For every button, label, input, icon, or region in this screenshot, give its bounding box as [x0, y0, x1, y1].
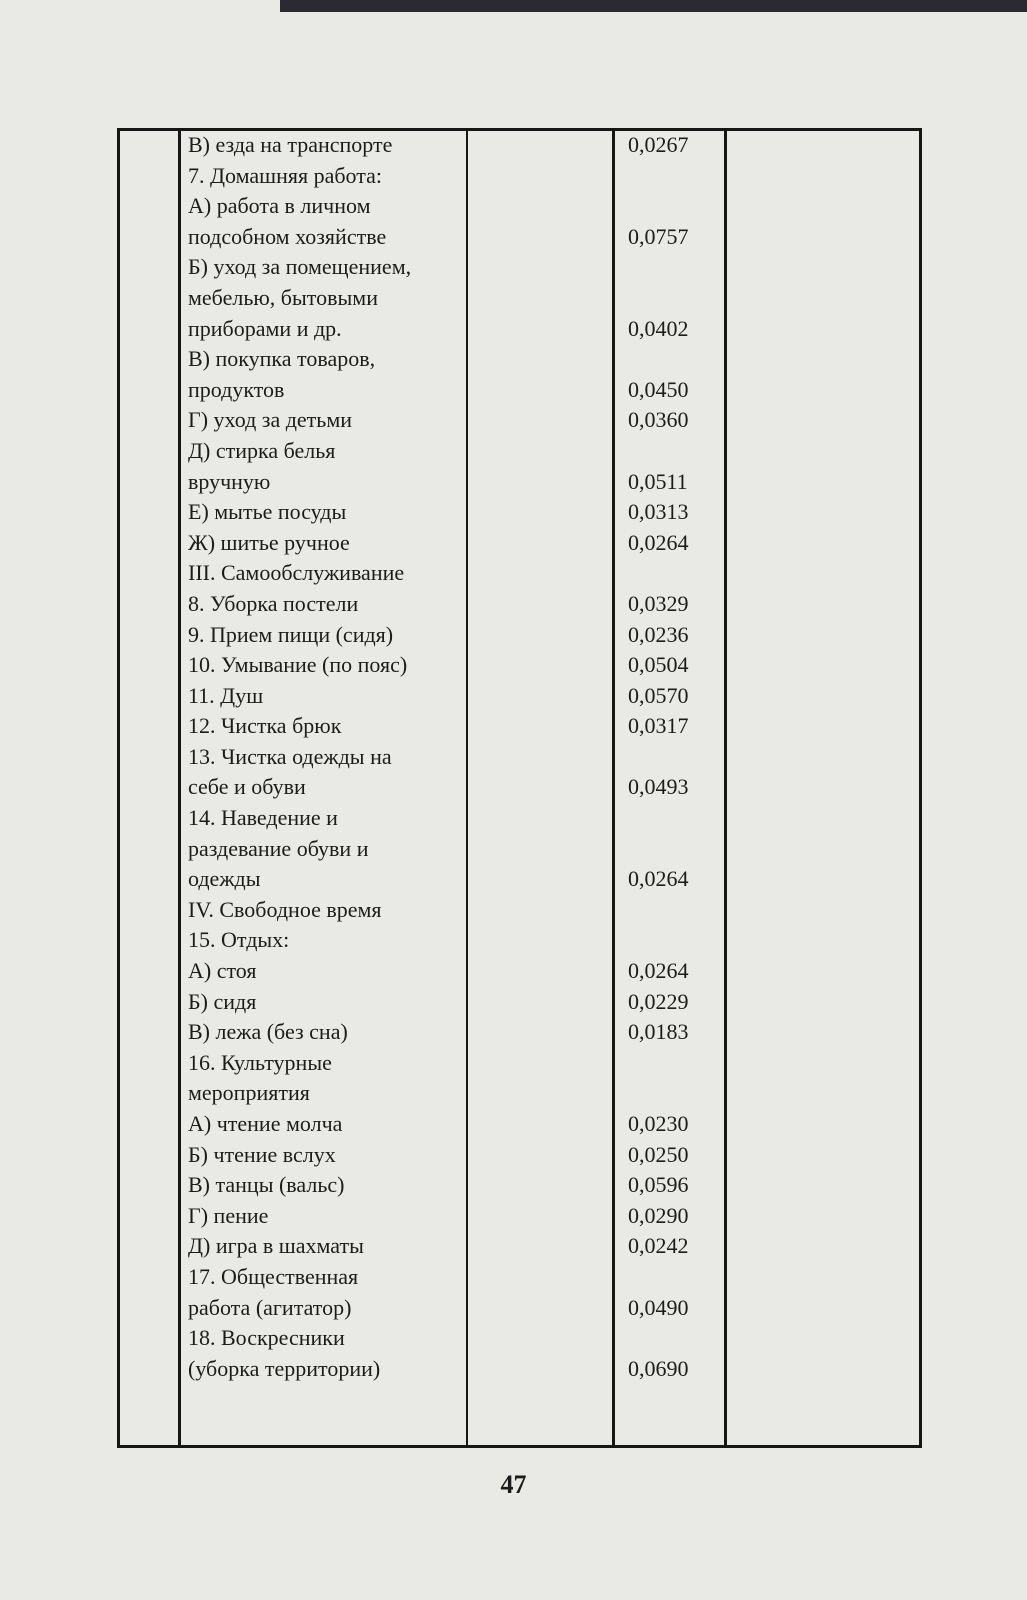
- table-row: [188, 925, 708, 956]
- table-row: [188, 130, 708, 161]
- table-row: [188, 803, 708, 834]
- row-value: 0,0267: [628, 132, 689, 157]
- row-label: себе и обуви: [188, 774, 306, 800]
- table-row: [188, 711, 708, 742]
- table-row: [188, 161, 708, 192]
- table-row: [188, 436, 708, 467]
- row-value: 0,0317: [628, 713, 689, 739]
- table-column-divider-1: [178, 128, 181, 1448]
- row-value: 0,0402: [628, 315, 689, 341]
- row-label: 16. Культурные: [188, 1049, 332, 1075]
- table-row: [188, 1262, 708, 1293]
- row-label: работа (агитатор): [188, 1294, 352, 1320]
- row-label: IV. Свободное время: [188, 896, 382, 922]
- row-value: 0,0264: [628, 529, 689, 555]
- table-row: [188, 375, 708, 406]
- row-label: 15. Отдых:: [188, 927, 290, 953]
- row-label: 14. Наведение и: [188, 805, 338, 831]
- row-label: Б) чтение вслух: [188, 1141, 336, 1167]
- table-row: [188, 589, 708, 620]
- table-row: [188, 558, 708, 589]
- row-label: приборами и др.: [188, 315, 342, 341]
- table-row: [188, 1017, 708, 1048]
- table-row: [188, 895, 708, 926]
- table-row: [188, 1048, 708, 1079]
- row-value: 0,0313: [628, 499, 689, 525]
- row-label: Б) уход за помещением,: [188, 254, 412, 280]
- row-label: 10. Умывание (по пояс): [188, 652, 408, 678]
- table-row: [188, 1201, 708, 1232]
- row-label: В) покупка товаров,: [188, 346, 376, 372]
- row-value: 0,0290: [628, 1202, 689, 1228]
- table-row: [188, 1140, 708, 1171]
- page-number: 47: [500, 1470, 527, 1499]
- table-row: [188, 742, 708, 773]
- row-label: Д) игра в шахматы: [188, 1233, 364, 1259]
- row-value: 0,0242: [628, 1233, 689, 1259]
- table-row: [188, 1354, 708, 1385]
- row-label: (уборка территории): [188, 1355, 381, 1381]
- table-row: [188, 864, 708, 895]
- row-value: 0,0230: [628, 1111, 689, 1136]
- row-label: раздевание обуви и: [188, 835, 369, 861]
- row-label: 12. Чистка брюк: [188, 713, 342, 739]
- table-row: [188, 405, 708, 436]
- row-value: 0,0511: [628, 468, 688, 494]
- table-row: [188, 1109, 708, 1140]
- table-row: [188, 222, 708, 253]
- row-label: мебелью, бытовыми: [188, 284, 378, 310]
- row-value: 0,0264: [628, 958, 689, 984]
- table-row: [188, 283, 708, 314]
- row-label: 17. Общественная: [188, 1263, 359, 1289]
- row-label: А) стоя: [188, 958, 257, 984]
- table-row: [188, 1231, 708, 1262]
- row-value: 0,0236: [628, 621, 689, 647]
- table-row: [188, 467, 708, 498]
- table-row: [188, 528, 708, 559]
- row-value: 0,0504: [628, 652, 689, 678]
- row-value: 0,0596: [628, 1172, 689, 1198]
- row-label: 8. Уборка постели: [188, 590, 359, 616]
- row-value: 0,0570: [628, 682, 689, 708]
- row-label: мероприятия: [188, 1080, 310, 1106]
- table-row: [188, 344, 708, 375]
- row-label: В) лежа (без сна): [188, 1019, 348, 1045]
- row-label: подсобном хозяйстве: [188, 223, 387, 249]
- row-label: Г) пение: [188, 1202, 269, 1228]
- table-row: [188, 650, 708, 681]
- table-row: [188, 681, 708, 712]
- row-label: В) танцы (вальс): [188, 1172, 345, 1198]
- table-row: [188, 956, 708, 987]
- row-label: III. Самообслуживание: [188, 560, 405, 586]
- table-row: [188, 1078, 708, 1109]
- row-value: 0,0264: [628, 866, 689, 892]
- row-label: А) чтение молча: [188, 1111, 343, 1136]
- row-label: Ж) шитье ручное: [188, 529, 350, 555]
- table-row: [188, 772, 708, 803]
- table-row: [188, 620, 708, 651]
- row-label: продуктов: [188, 376, 285, 402]
- row-value: 0,0493: [628, 774, 689, 800]
- table-row: [188, 1293, 708, 1324]
- row-value: 0,0490: [628, 1294, 689, 1320]
- row-value: 0,0690: [628, 1355, 689, 1381]
- row-value: 0,0250: [628, 1141, 689, 1167]
- table-column-divider-4: [724, 128, 727, 1448]
- table-row: [188, 314, 708, 345]
- row-label: вручную: [188, 468, 271, 494]
- row-value: 0,0450: [628, 376, 689, 402]
- row-label: Г) уход за детьми: [188, 407, 353, 433]
- table-row: [188, 1323, 708, 1354]
- row-label: 13. Чистка одежды на: [188, 743, 392, 769]
- table-row: [188, 834, 708, 865]
- row-label: 18. Воскресники: [188, 1325, 345, 1351]
- row-label: В) езда на транспорте: [188, 132, 393, 157]
- row-label: 7. Домашняя работа:: [188, 162, 383, 188]
- row-value: 0,0229: [628, 988, 689, 1014]
- table-row: [188, 191, 708, 222]
- table-row: [188, 252, 708, 283]
- row-value: 0,0360: [628, 407, 689, 433]
- row-label: Е) мытье посуды: [188, 499, 347, 525]
- row-label: одежды: [188, 866, 261, 892]
- table-rows: [188, 130, 708, 1384]
- table-row: [188, 1170, 708, 1201]
- row-label: 9. Прием пищи (сидя): [188, 621, 394, 647]
- scan-top-edge: [280, 0, 1027, 12]
- row-value: 0,0183: [628, 1019, 689, 1045]
- table-row: [188, 497, 708, 528]
- table-row: [188, 987, 708, 1018]
- row-label: Д) стирка белья: [188, 437, 336, 463]
- row-label: 11. Душ: [188, 682, 264, 708]
- row-label: А) работа в личном: [188, 193, 371, 219]
- row-value: 0,0757: [628, 223, 689, 249]
- row-value: 0,0329: [628, 590, 689, 616]
- row-label: Б) сидя: [188, 988, 257, 1014]
